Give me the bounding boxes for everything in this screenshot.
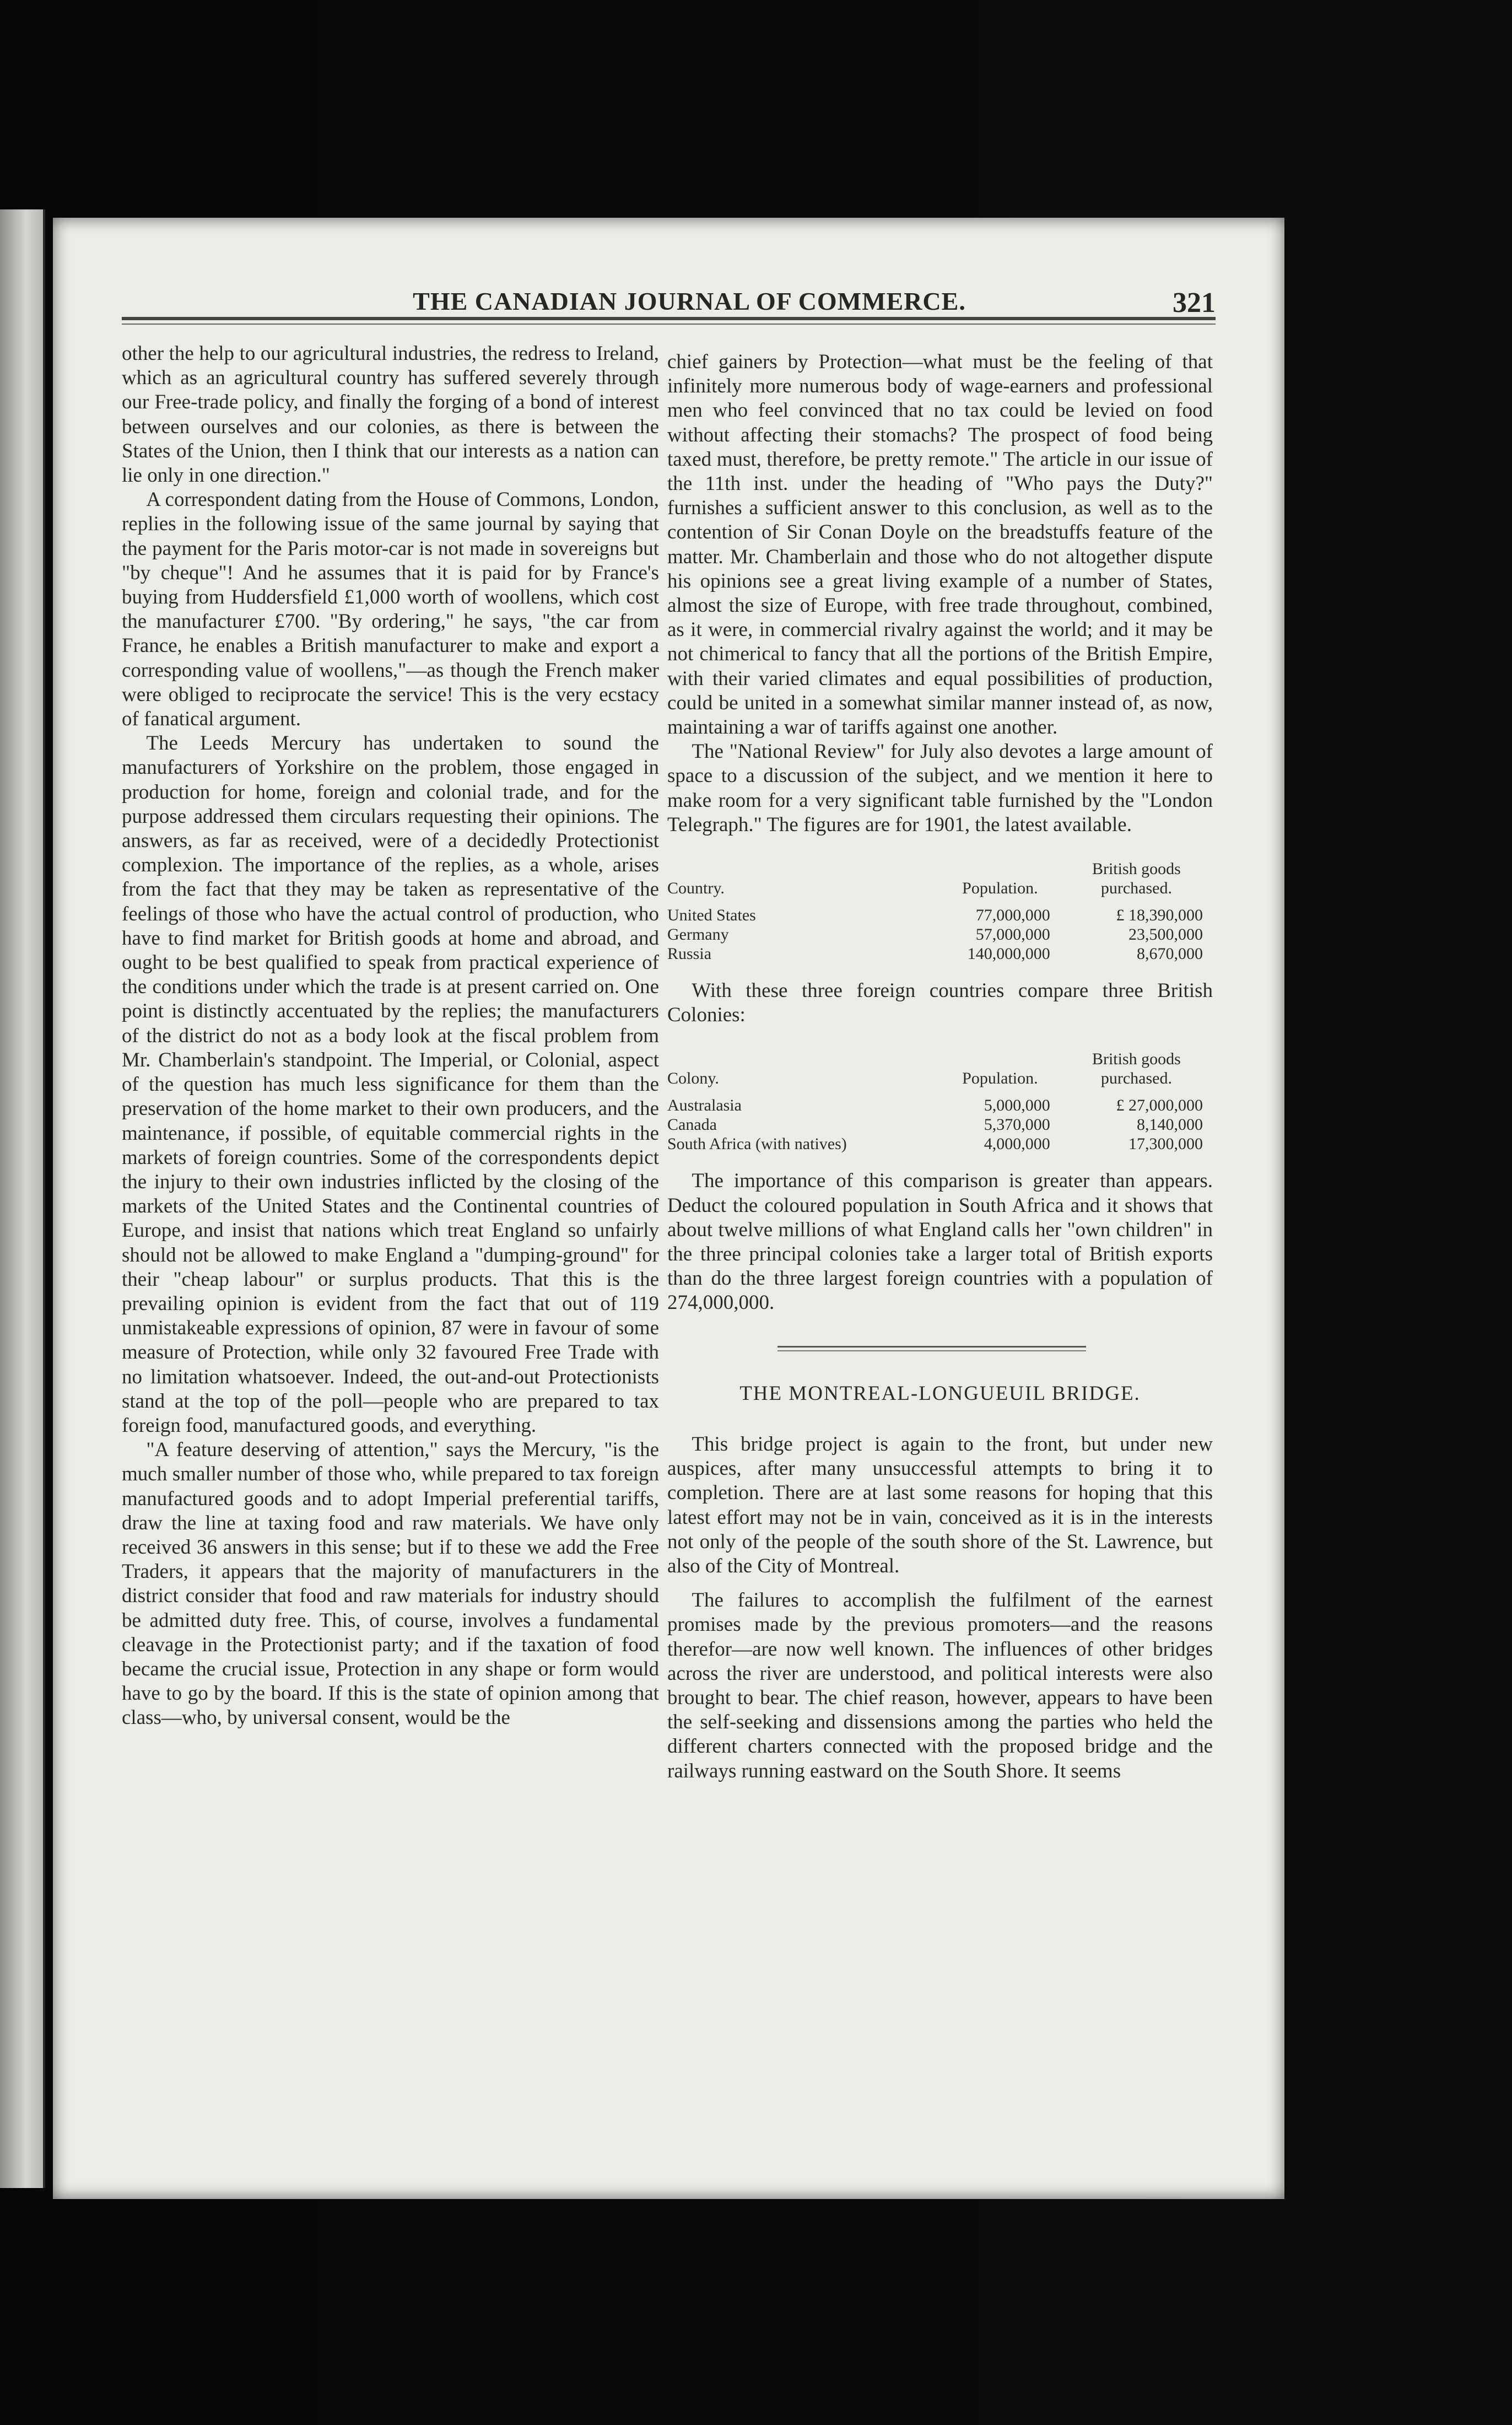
table-cell: Australasia [667, 1096, 742, 1115]
table-cell: £ 18,390,000 [1116, 906, 1203, 925]
left-column [122, 342, 659, 1731]
paragraph: The "National Review" for July also devotes a large amount of space to a discussion of the subject, and we mention it here to make room for a very significant table furnished by the "London Telegraph." The figures are for 1901, the latest available. [667, 740, 1213, 836]
table-cell: 8,670,000 [1137, 945, 1203, 963]
table-cell: United States [667, 906, 756, 925]
table-cell: 140,000,000 [967, 945, 1050, 963]
table-row [667, 1115, 1213, 1134]
table-row [667, 925, 1213, 944]
table-cell: Canada [667, 1116, 717, 1134]
paragraph: The failures to accomplish the fulfilment of the earnest promises made by the previous promoters—and the reasons therefor—are now well known. The influences of other bridges across the river are understood, and political interests were also brought to bear. The chief reason, however, appears to have been the self-seeking and dissensions among the parties who held the different charters connected with the proposed bridge and the railways running eastward on the South Shore. It seems [667, 1589, 1213, 1782]
table-cell: 8,140,000 [1137, 1116, 1203, 1134]
section-heading: THE MONTREAL-LONGUEUIL BRIDGE. [739, 1382, 1141, 1405]
journal-page [53, 218, 1284, 2199]
column-header: Country. [667, 879, 725, 898]
table-cell: 77,000,000 [975, 906, 1050, 925]
table-row [667, 944, 1213, 963]
table-row [667, 1096, 1213, 1115]
table-cell: 5,000,000 [984, 1096, 1050, 1115]
table-header-row [667, 859, 1213, 906]
header-rule-thin [122, 324, 1216, 325]
paragraph: The Leeds Mercury has undertaken to sound the manufacturers of Yorkshire on the problem, those engaged in production for home, foreign and colonial trade, and for the purpose addressed them circulars requesting their opinions. The answers, as far as received, were of a decidedly Protectionist complexion. The importance of the replies, as a whole, arises from the fact that they may be taken as representative of the feelings of those who have the actual control of production, who have to find market for British goods at home and abroad, and ought to be best qualified to speak from practical experience of the conditions under which the trade is at present carried on. One point is distinctly accentuated by the replies; the manufacturers of the district do not as a body look at the fiscal problem from Mr. Chamberlain's standpoint. The Imperial, or Colonial, aspect of the question has much less significance for them than the preservation of the home market to their own producers, and the maintenance, if possible, of equitable commercial rights in the markets of foreign countries. Some of the correspondents depict the injury to their own industries inflicted by the closing of the markets of the United States and the Continental countries of Europe, and insist that nations which treat England so unfairly should not be allowed to make England a "dumping-ground" for their "cheap labour" or surplus products. That this is the prevailing opinion is evident from the fact that out of 119 unmistakeable expressions of opinion, 87 were in favour of some measure of Protection, while only 32 favoured Free Trade with no limitation whatsoever. Indeed, the out-and-out Protectionists stand at the top of the poll—people who are prepared to tax foreign food, manufactured goods, and everything. [122, 732, 659, 1437]
paragraph: A correspondent dating from the House of Commons, London, replies in the following issue of the same journal by saying that the payment for the Paris motor-car is not made in sovereigns but "by cheque"! And he assumes that it is paid for by France's buying from Huddersfield £1,000 worth of woollens, which cost the manufacturer £700. "By ordering," he says, "the car from France, he enables a British manufacturer to make and export a corresponding value of woollens,"—as though the French maker were obliged to reciprocate the service! This is the very ecstacy of fanatical argument. [122, 488, 659, 731]
column-header: Population. [962, 879, 1038, 898]
paragraph: other the help to our agricultural industries, the redress to Ireland, which as an agricultural country has suffered severely through our Free-trade policy, and finally the forging of a bond of interest between ourselves and our colonies, as there is between the States of the Union, then I think that our interests as a nation can lie only in one direction." [122, 342, 659, 487]
paragraph: With these three foreign countries compare three British Colonies: [667, 979, 1213, 1027]
column-header: Population. [962, 1069, 1038, 1088]
column-header: British goods purchased. [1092, 860, 1181, 898]
colonies-table [667, 1049, 1213, 1154]
section-divider [667, 1316, 1213, 1382]
running-head: THE CANADIAN JOURNAL OF COMMERCE. [413, 287, 966, 315]
table-cell: £ 27,000,000 [1116, 1096, 1203, 1115]
paragraph: This bridge project is again to the front, but under new auspices, after many unsuccessful attempts to bring it to completion. There are at last some reasons for hoping that this latest effort may not be in vain, conceived as it is in the interests not only of the people of the south shore of the St. Lawrence, but also of the City of Montreal. [667, 1432, 1213, 1577]
divider-rule [777, 1346, 1086, 1348]
table-row [667, 906, 1213, 925]
column-header: Colony. [667, 1069, 719, 1088]
table-row [667, 1134, 1213, 1154]
column-header: British goods purchased. [1092, 1050, 1181, 1088]
table-cell: 23,500,000 [1128, 925, 1203, 944]
table-cell: Russia [667, 945, 712, 963]
paragraph: The importance of this comparison is greater than appears. Deduct the coloured population in South Africa and it shows that about twelve millions of what England calls her "own children" in the three principal colonies take a larger total of British exports than do the three largest foreign countries with a population of 274,000,000. [667, 1170, 1213, 1314]
page-number: 321 [1173, 287, 1216, 319]
table-cell: 57,000,000 [975, 925, 1050, 944]
previous-page-edge [0, 209, 45, 2188]
table-cell: South Africa (with natives) [667, 1135, 847, 1154]
table-cell: 5,370,000 [984, 1116, 1050, 1134]
paragraph: chief gainers by Protection—what must be the feeling of that infinitely more numerous body of wage-earners and professional men who feel convinced that no tax could be levied on food without affecting their stomachs? The prospect of food being taxed must, therefore, be pretty remote." The article in our issue of the 11th inst. under the heading of "Who pays the Duty?" furnishes a sufficient answer to this conclusion, as well as to the contention of Sir Conan Doyle on the breadstuffs feature of the matter. Mr. Chamberlain and those who do not altogether dispute his opinions see a great living example of a number of States, almost the size of Europe, with free trade throughout, combined, as it were, in commercial rivalry against the world; and it may be not chimerical to fancy that all the portions of the British Empire, with their varied climates and equal possibilities of production, could be united in a somewhat similar manner instead of, as now, maintaining a war of tariffs against one another. [667, 351, 1213, 739]
right-column [667, 350, 1213, 1783]
header-rule [122, 317, 1216, 320]
paragraph: "A feature deserving of attention," says the Mercury, "is the much smaller number of those who, while prepared to tax foreign manufactured goods and to adopt Imperial preferential tariffs, draw the line at taxing food and raw materials. We have only received 36 answers in this sense; but if to these we add the Free Traders, it appears that the majority of manufacturers in the district consider that food and raw materials for industry should be admitted duty free. This, of course, involves a fundamental cleavage in the Protectionist party; and if the taxation of food became the crucial issue, Protection in any shape or form would have to go by the board. If this is the state of opinion among that class—who, by universal consent, would be the [122, 1438, 659, 1729]
table-cell: 17,300,000 [1128, 1135, 1203, 1154]
table-cell: 4,000,000 [984, 1135, 1050, 1154]
table-cell: Germany [667, 925, 729, 944]
table-header-row [667, 1049, 1213, 1096]
foreign-countries-table [667, 859, 1213, 963]
